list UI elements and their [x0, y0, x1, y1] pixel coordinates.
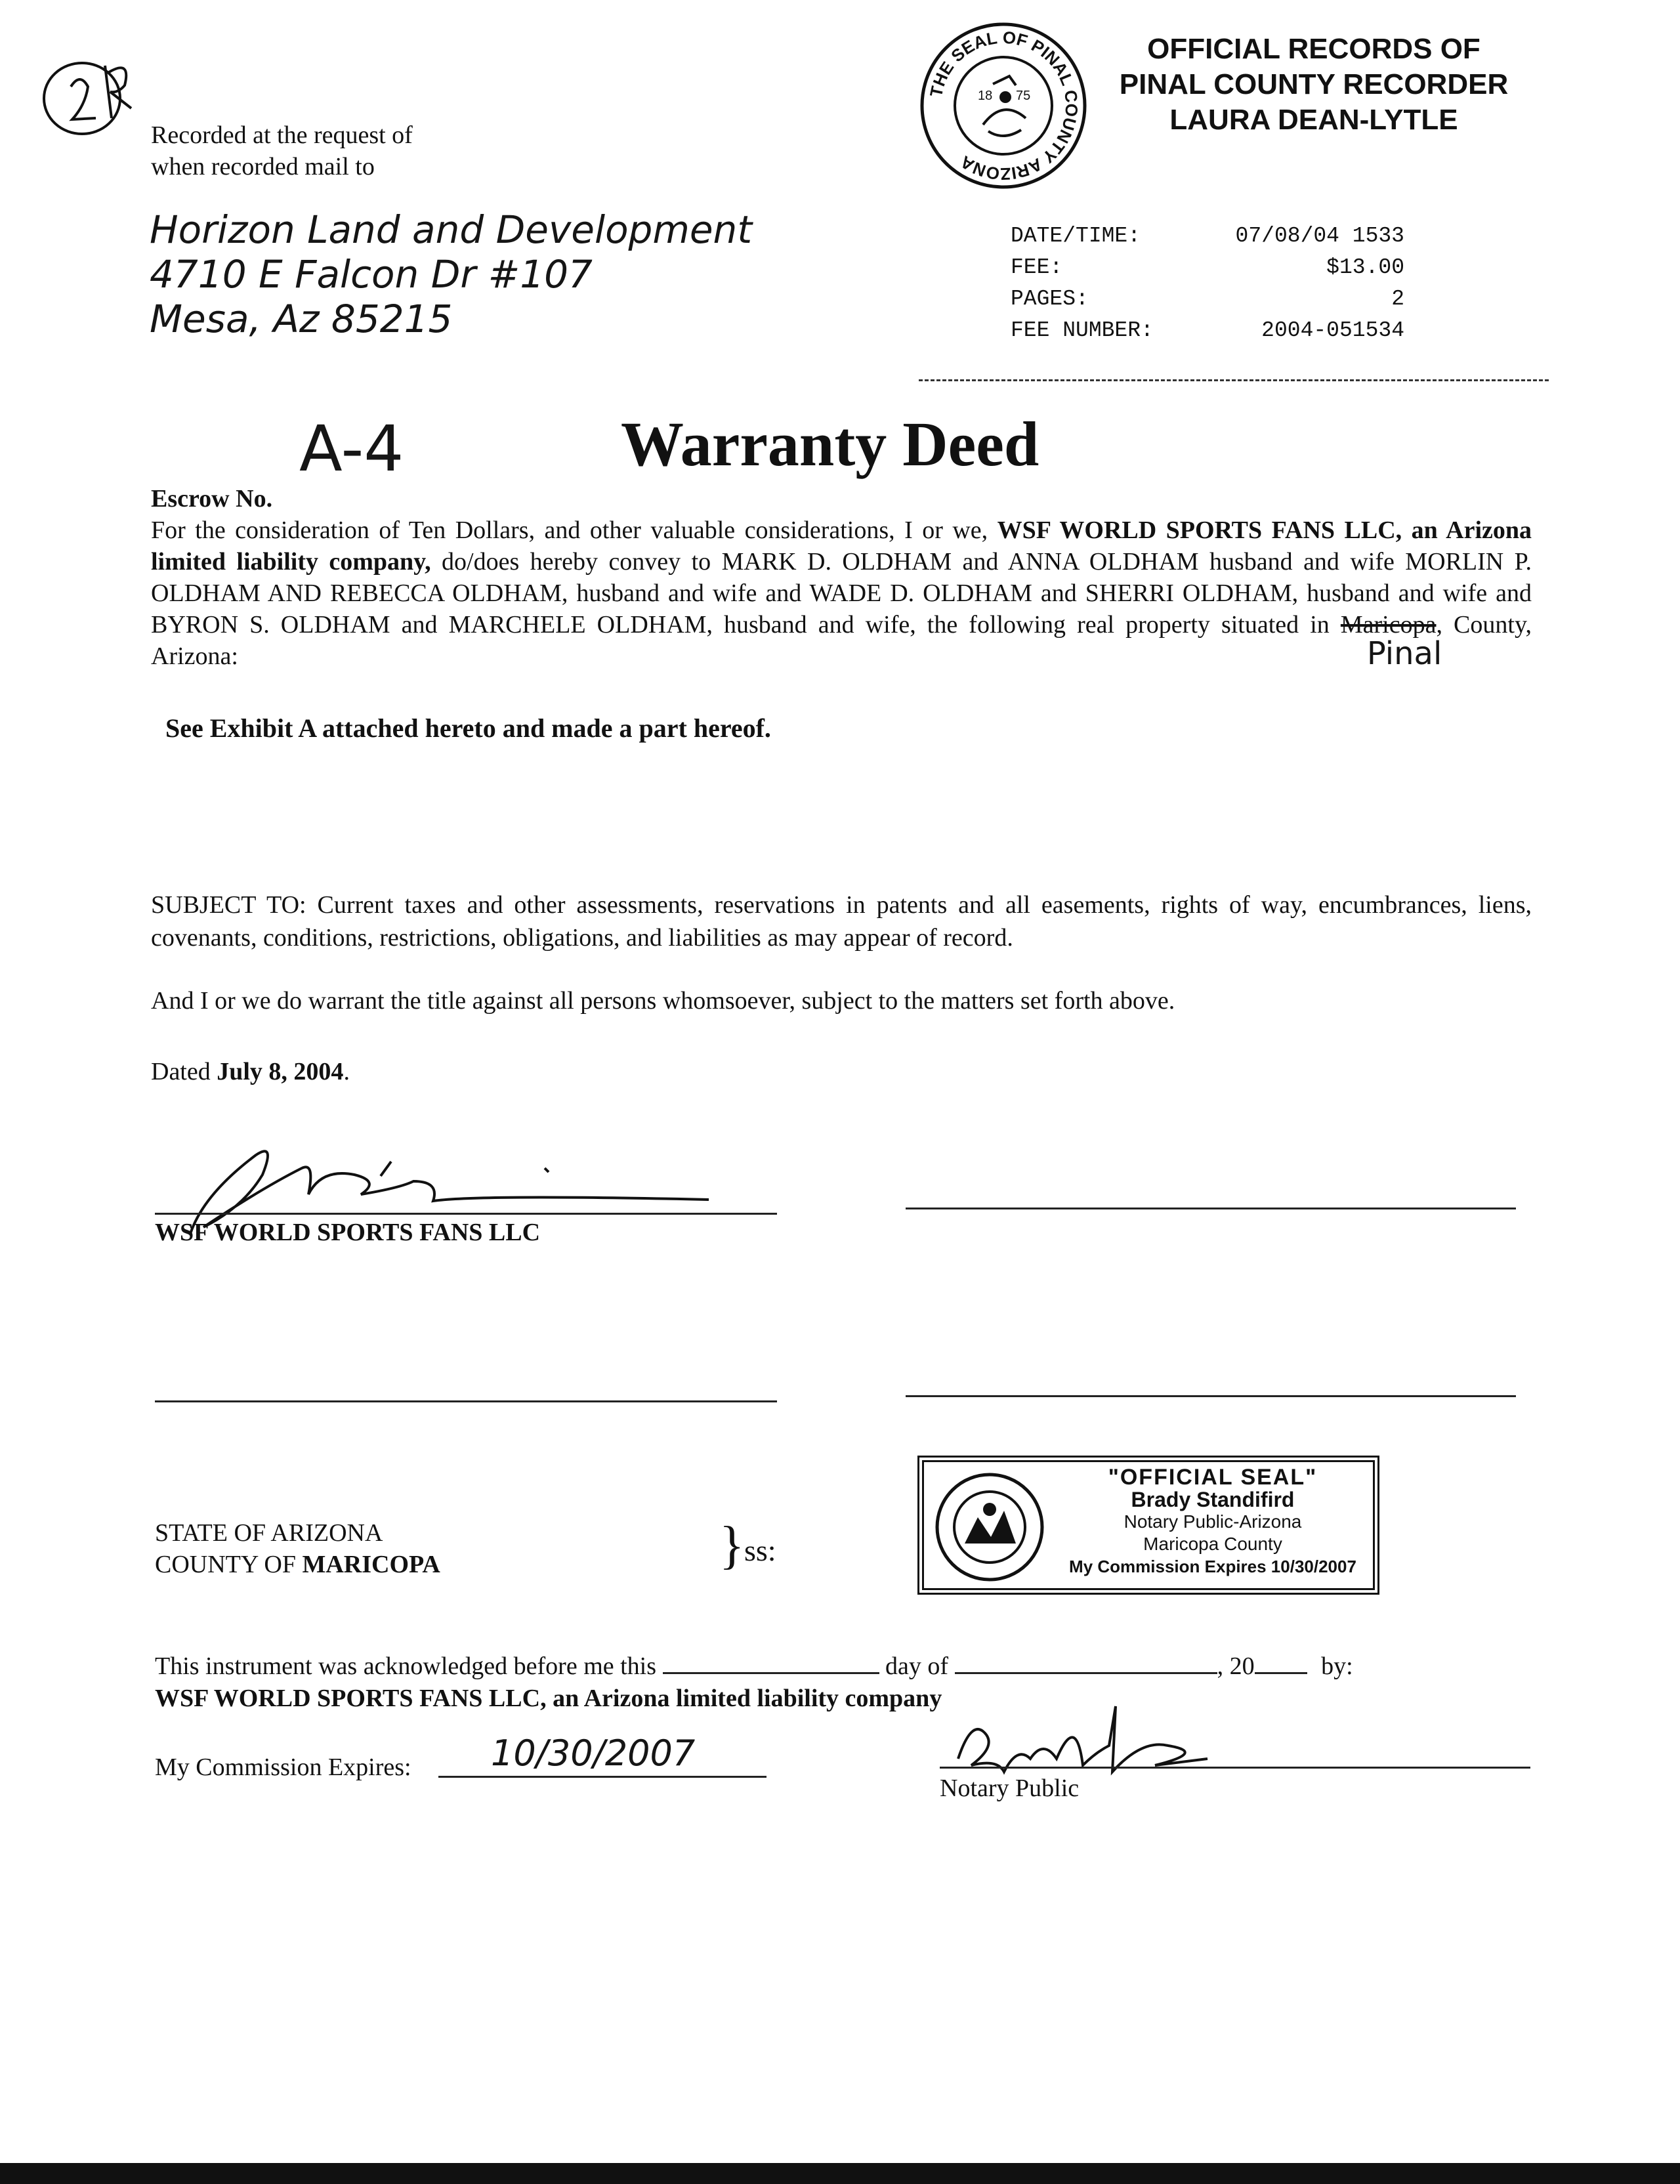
- consideration-mid: do/does hereby convey to MARK D. OLDHAM and ANNA OLDHAM husband and wife MORLIN P. OLDHAM AND REBECCA OLDHAM, husband and wife and WADE D. OLDHAM and SHERRI OLDHAM, husband and wife and BYRON S. OLDHAM and MARCHELE OLDHAM, husband and wife, the following real property situated in: [151, 548, 1532, 639]
- mail-to-line-1: Horizon Land and Development: [150, 207, 753, 252]
- recorded-request-block: [151, 119, 413, 182]
- notary-seal-stamp: [917, 1456, 1379, 1595]
- escrow-label: Escrow No.: [151, 485, 273, 513]
- county-struck: Maricopa: [1340, 611, 1437, 639]
- mail-to-line-3: Mesa, Az 85215: [150, 297, 453, 341]
- commission-label: My Commission Expires:: [155, 1754, 411, 1781]
- second-grantor-signature-line: [906, 1208, 1516, 1209]
- recorder-line-3: LAURA DEAN-LYTLE: [1169, 104, 1458, 136]
- record-fee-number-row: [1011, 315, 1404, 346]
- fee-number-value: 2004-051534: [1261, 318, 1404, 343]
- ack-part-2: day of: [885, 1652, 949, 1680]
- venue-county-line: [155, 1549, 440, 1580]
- recorder-header: [1097, 32, 1530, 138]
- venue-ss: ss:: [744, 1534, 776, 1567]
- corner-circle-mark: [33, 46, 144, 144]
- mail-to-line: when recorded mail to: [151, 153, 375, 180]
- ack-month-blank: [955, 1672, 1217, 1674]
- dated-value: July 8, 2004: [217, 1058, 344, 1085]
- fee-label: FEE:: [1011, 255, 1063, 280]
- dated-end: .: [343, 1058, 350, 1085]
- grantor-signature-name: WSF WORLD SPORTS FANS LLC: [155, 1219, 541, 1246]
- fee-value: $13.00: [1326, 255, 1404, 280]
- ack-part-1: This instrument was acknowledged before me this: [155, 1652, 657, 1680]
- venue-block: [155, 1517, 440, 1580]
- recorder-line-1: OFFICIAL RECORDS OF: [1147, 33, 1480, 65]
- commission-line: [438, 1776, 766, 1778]
- dated-label: Dated: [151, 1058, 211, 1085]
- consideration-paragraph: [151, 514, 1532, 672]
- consideration-tail: , County, Arizona:: [151, 611, 1532, 670]
- mail-to-line-2: 4710 E Falcon Dr #107: [150, 252, 593, 297]
- additional-signature-line-right: [906, 1395, 1516, 1397]
- pinal-county-seal: [917, 20, 1089, 192]
- venue-county-value: MARICOPA: [302, 1551, 440, 1578]
- commission-value: 10/30/2007: [491, 1732, 696, 1774]
- datetime-value: 07/08/04 1533: [1235, 224, 1404, 248]
- record-pages-row: [1011, 284, 1404, 315]
- seal-year-right: 75: [1016, 89, 1031, 103]
- additional-signature-line-left: [155, 1400, 777, 1402]
- handwritten-code: A-4: [299, 412, 404, 486]
- ack-part-4: by:: [1321, 1652, 1353, 1680]
- dated-line: [151, 1057, 350, 1087]
- arizona-state-seal-icon: [932, 1471, 1047, 1583]
- acknowledgment-line: [155, 1651, 1494, 1681]
- ack-day-blank: [663, 1672, 879, 1674]
- header-dashed-rule: [919, 379, 1549, 381]
- ack-year-blank: [1255, 1672, 1307, 1674]
- notary-signature-line: [940, 1767, 1530, 1769]
- pages-label: PAGES:: [1011, 287, 1089, 311]
- notary-seal-text: [1049, 1466, 1377, 1578]
- notary-public-label: Notary Public: [940, 1774, 1080, 1802]
- grantor-name: WSF WORLD SPORTS FANS LLC, an Arizona limited liability company,: [151, 516, 1532, 576]
- recorded-request-line: Recorded at the request of: [151, 121, 413, 149]
- record-datetime-row: [1011, 220, 1404, 252]
- notary-seal-line-3: Notary Public-Arizona: [1124, 1511, 1302, 1532]
- venue-brace: }: [719, 1517, 745, 1574]
- ack-part-3: , 20: [1217, 1652, 1255, 1680]
- exhibit-reference: See Exhibit A attached hereto and made a part hereof.: [165, 713, 771, 743]
- warrant-paragraph: And I or we do warrant the title against all persons whomsoever, subject to the matters set forth above.: [151, 987, 1175, 1015]
- subject-to-paragraph: SUBJECT TO: Current taxes and other assessments, reservations in patents and all easements, rights of way, encumbrances, liens, covenants, conditions, restrictions, obligations, and liabilities as may appear of record.: [151, 891, 1532, 952]
- seal-ring-text: THE SEAL OF PINAL COUNTY ARIZONA: [925, 27, 1082, 184]
- venue-county-label: COUNTY OF: [155, 1551, 296, 1578]
- notary-seal-name: Brady Standifird: [1131, 1488, 1295, 1511]
- pages-value: 2: [1391, 287, 1404, 311]
- venue-state: STATE OF ARIZONA: [155, 1519, 383, 1547]
- recorder-line-2: PINAL COUNTY RECORDER: [1119, 68, 1509, 100]
- record-fee-row: [1011, 252, 1404, 284]
- acknowledgment-party: WSF WORLD SPORTS FANS LLC, an Arizona limited liability company: [155, 1685, 942, 1712]
- bottom-scan-border: [0, 2163, 1680, 2184]
- county-handwritten: Pinal: [1366, 635, 1442, 672]
- record-info: [1011, 220, 1404, 346]
- seal-year-left: 18: [978, 89, 993, 103]
- datetime-label: DATE/TIME:: [1011, 224, 1141, 248]
- svg-text:THE SEAL OF PINAL COUNTY ARIZO: [926, 28, 1082, 184]
- grantor-signature-line: [155, 1213, 777, 1215]
- mail-to-address: [150, 207, 752, 341]
- notary-seal-heading: "OFFICIAL SEAL": [1108, 1465, 1318, 1490]
- fee-number-label: FEE NUMBER:: [1011, 318, 1154, 343]
- page-title: Warranty Deed: [621, 409, 1040, 479]
- notary-seal-line-5: My Commission Expires 10/30/2007: [1069, 1557, 1356, 1576]
- notary-seal-line-4: Maricopa County: [1143, 1534, 1282, 1554]
- consideration-lead: For the consideration of Ten Dollars, and other valuable considerations, I or we,: [151, 516, 988, 544]
